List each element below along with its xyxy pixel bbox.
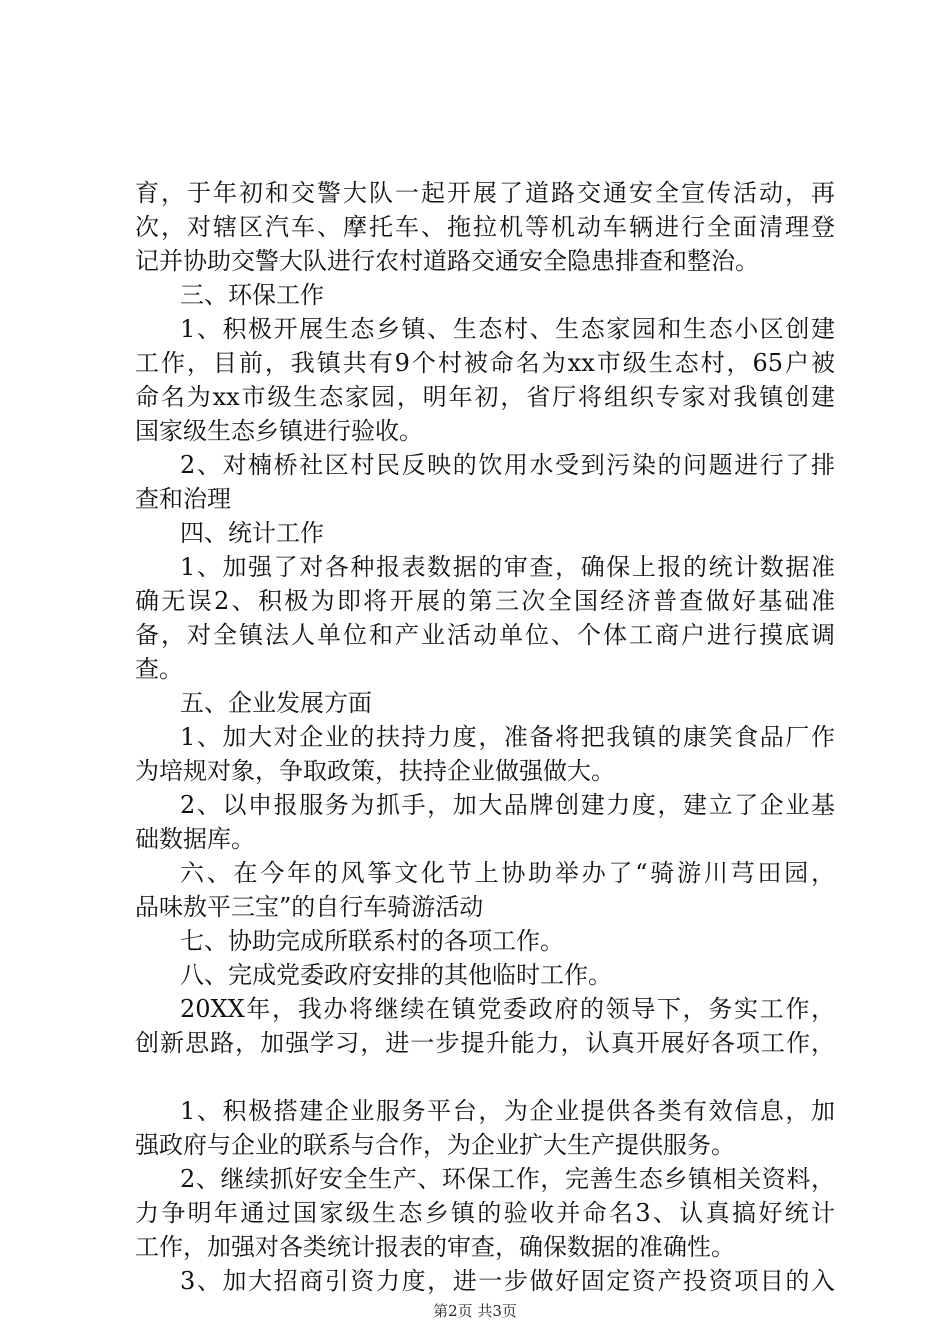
section-heading: 五、企业发展方面 [180,689,372,717]
text-line: 工作，加强对各类统计报表的审查，确保数据的准确性。 [135,1233,735,1261]
text-line: 力争明年通过国家级生态乡镇的验收并命名3、认真搞好统计 [135,1199,835,1227]
text-line: 2、对楠桥社区村民反映的饮用水受到污染的问题进行了排 [180,451,835,479]
text-line: 20XX年，我办将继续在镇党委政府的领导下，务实工作， [180,995,835,1023]
text-line: 创新思路，加强学习，进一步提升能力，认真开展好各项工作， [135,1029,835,1057]
text-line: 育，于年初和交警大队一起开展了道路交通安全宣传活动，再 [135,179,835,207]
text-line: 2、以申报服务为抓手，加大品牌创建力度，建立了企业基 [180,791,835,819]
section-heading: 六、在今年的风筝文化节上协助举办了“骑游川芎田园， [180,859,835,887]
section-heading: 七、协助完成所联系村的各项工作。 [180,927,564,955]
text-line: 础数据库。 [135,825,255,853]
text-line: 1、加强了对各种报表数据的审查，确保上报的统计数据准 [180,553,835,581]
text-line: 命名为xx市级生态家园，明年初，省厅将组织专家对我镇创建 [135,383,835,411]
section-heading: 三、环保工作 [180,281,324,309]
text-line: 1、积极开展生态乡镇、生态村、生态家园和生态小区创建 [180,315,835,343]
text-line: 1、加大对企业的扶持力度，准备将把我镇的康笑食品厂作 [180,723,835,751]
text-line: 工作，目前，我镇共有9个村被命名为xx市级生态村，65户被 [135,349,835,377]
text-line: 3、加大招商引资力度，进一步做好固定资产投资项目的入 [180,1267,835,1295]
text-line: 1、积极搭建企业服务平台，为企业提供各类有效信息，加 [180,1097,835,1125]
text-line: 记并协助交警大队进行农村道路交通安全隐患排查和整治。 [135,247,759,275]
text-line: 次，对辖区汽车、摩托车、拖拉机等机动车辆进行全面清理登 [135,213,835,241]
text-line: 确无误2、积极为即将开展的第三次全国经济普查做好基础准 [135,587,835,615]
text-line: 为培规对象，争取政策，扶持企业做强做大。 [135,757,615,785]
text-line: 查。 [135,655,183,683]
text-line: 国家级生态乡镇进行验收。 [135,417,423,445]
text-line: 2、继续抓好安全生产、环保工作，完善生态乡镇相关资料， [180,1165,835,1193]
text-line: 备，对全镇法人单位和产业活动单位、个体工商户进行摸底调 [135,621,835,649]
section-heading: 四、统计工作 [180,519,324,547]
text-line: 强政府与企业的联系与合作，为企业扩大生产提供服务。 [135,1131,735,1159]
text-line: 查和治理 [135,485,231,513]
text-line: 品味敖平三宝”的自行车骑游活动 [135,893,484,921]
section-heading: 八、完成党委政府安排的其他临时工作。 [180,961,612,989]
page-number-footer: 第2页 共3页 [433,1302,517,1320]
